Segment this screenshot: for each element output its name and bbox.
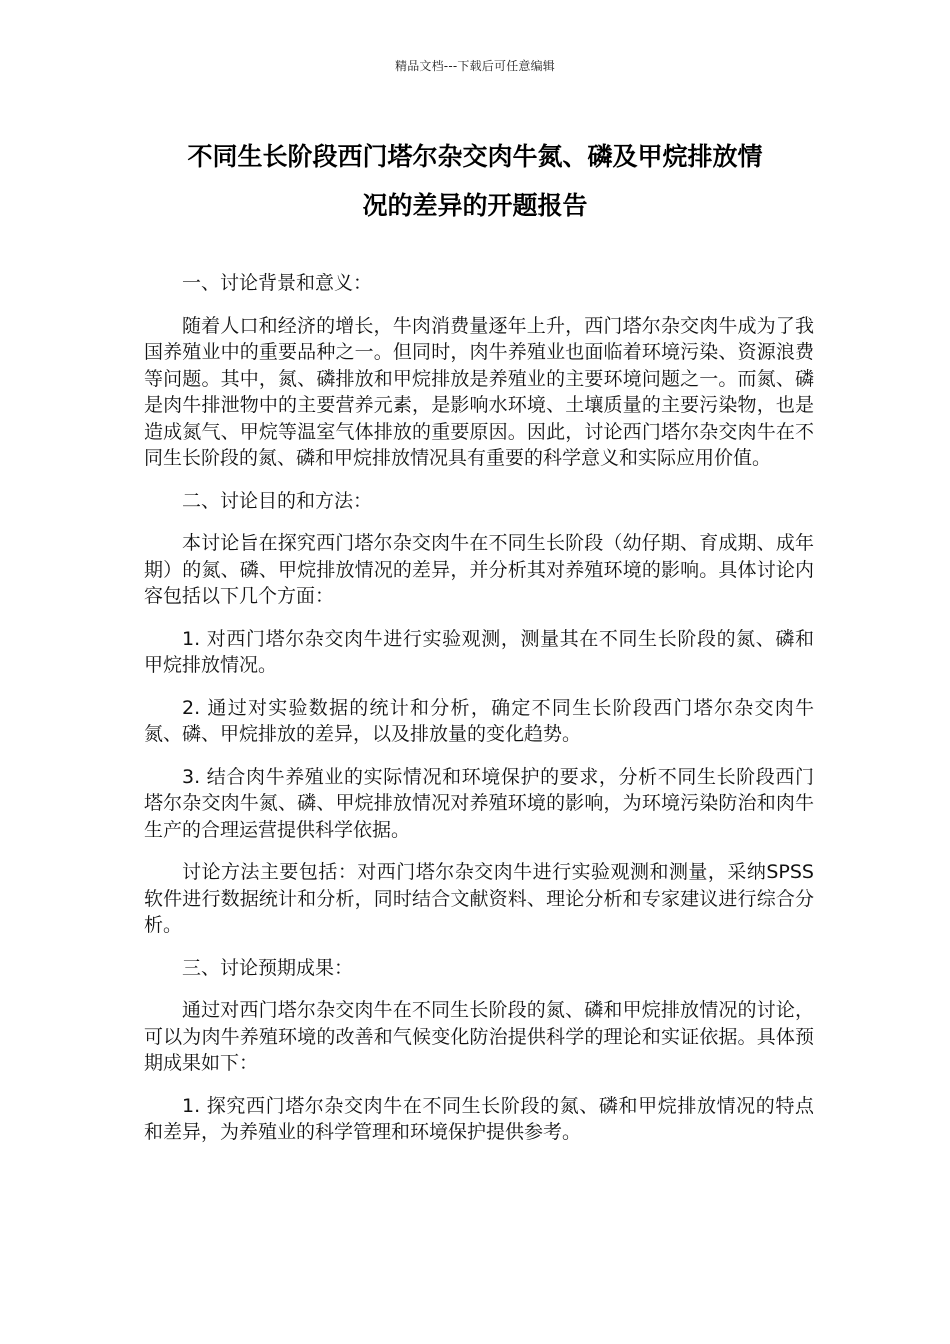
- document-body: [144, 270, 814, 1162]
- section-heading-purpose-method: 二、讨论目的和方法：: [182, 489, 373, 512]
- section-heading-expected-results: 三、讨论预期成果：: [182, 956, 354, 979]
- document-title: [140, 132, 810, 230]
- section-heading-background: 一、讨论背景和意义：: [182, 272, 373, 294]
- list-item-1: 1. 对西门塔尔杂交肉牛进行实验观测，测量其在不同生长阶段的氮、磷和甲烷排放情况。: [144, 627, 814, 676]
- header-note: 精品文档---下载后可任意编辑: [395, 59, 555, 73]
- title-line-2: 况的差异的开题报告: [362, 191, 588, 220]
- paragraph-purpose: 本讨论旨在探究西门塔尔杂交肉牛在不同生长阶段（幼仔期、育成期、成年期）的氮、磷、甲烷排放情况的差异，并分析其对养殖环境的影响。具体讨论内容包括以下几个方面：: [144, 532, 814, 607]
- result-item-1: 1. 探究西门塔尔杂交肉牛在不同生长阶段的氮、磷和甲烷排放情况的特点和差异，为养殖业的科学管理和环境保护提供参考。: [144, 1094, 814, 1143]
- title-line-1: 不同生长阶段西门塔尔杂交肉牛氮、磷及甲烷排放情: [187, 142, 763, 171]
- paragraph-expected-results: 通过对西门塔尔杂交肉牛在不同生长阶段的氮、磷和甲烷排放情况的讨论，可以为肉牛养殖环境的改善和气候变化防治提供科学的理论和实证依据。具体预期成果如下：: [144, 999, 814, 1074]
- list-item-3: 3. 结合肉牛养殖业的实际情况和环境保护的要求，分析不同生长阶段西门塔尔杂交肉牛氮、磷、甲烷排放情况对养殖环境的影响，为环境污染防治和肉牛生产的合理运营提供科学依据。: [144, 765, 814, 841]
- list-item-2: 2. 通过对实验数据的统计和分析，确定不同生长阶段西门塔尔杂交肉牛氮、磷、甲烷排放的差异，以及排放量的变化趋势。: [144, 696, 814, 745]
- paragraph-background: 随着人口和经济的增长，牛肉消费量逐年上升，西门塔尔杂交肉牛成为了我国养殖业中的重要品种之一。但同时，肉牛养殖业也面临着环境污染、资源浪费等问题。其中，氮、磷排放和甲烷排放是养殖业的主要环境问题之一。而氮、磷是肉牛排泄物中的主要营养元素，是影响水环境、土壤质量的主要污染物，也是造成氮气、甲烷等温室气体排放的重要原因。因此，讨论西门塔尔杂交肉牛在不同生长阶段的氮、磷和甲烷排放情况具有重要的科学意义和实际应用价值。: [144, 314, 814, 469]
- paragraph-method: 讨论方法主要包括：对西门塔尔杂交肉牛进行实验观测和测量，采纳SPSS软件进行数据统计和分析，同时结合文献资料、理论分析和专家建议进行综合分析。: [144, 861, 814, 936]
